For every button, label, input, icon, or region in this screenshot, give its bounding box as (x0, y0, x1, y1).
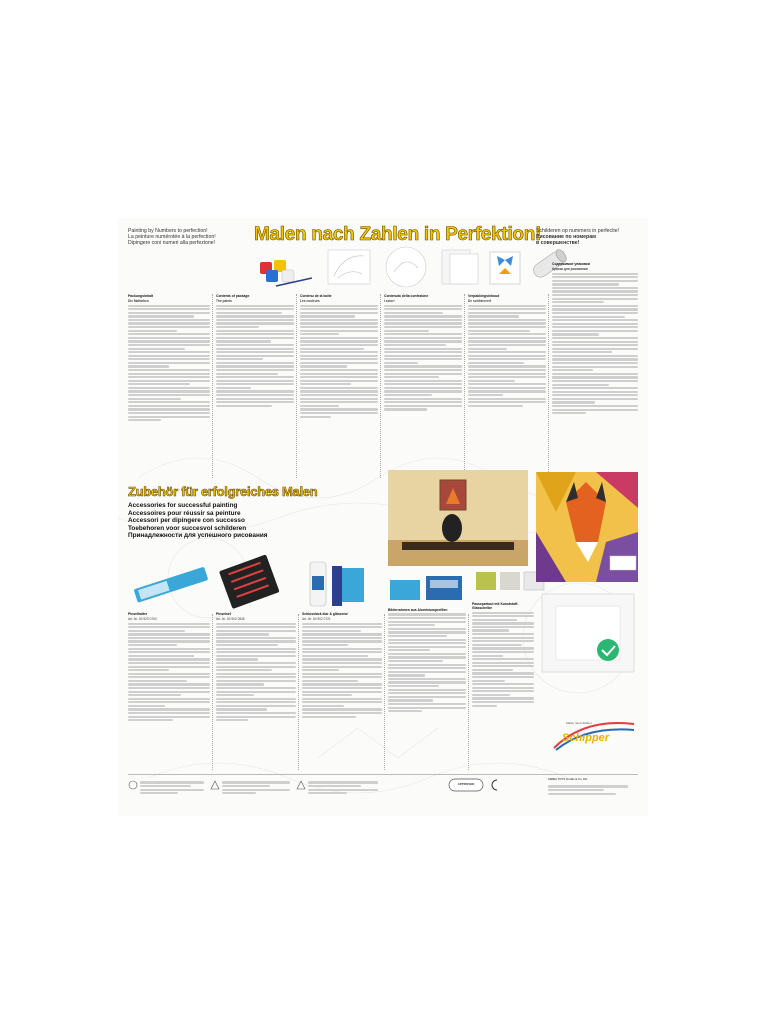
paint-pots-illustration (256, 248, 316, 288)
main-title: Malen nach Zahlen in Perfektion! (254, 224, 542, 245)
ce-mark-icon (490, 778, 504, 792)
header-right-line: Schilderen op nummers in perfectie! (536, 228, 620, 234)
round-sketch-illustration (382, 244, 430, 290)
recycle-icon (128, 780, 138, 790)
column-lead: Les couleurs (300, 299, 320, 304)
column-fr (300, 294, 378, 478)
column-de (128, 294, 210, 478)
section2-sub-line: Accessories for successful painting (128, 502, 238, 509)
product-code: Art.-Nr. 60 502 0536 (216, 617, 245, 622)
instruction-sheet (118, 218, 648, 816)
brush-set-photo (214, 550, 294, 610)
section2-sub-lines (128, 502, 328, 540)
varnish-photo (302, 556, 372, 610)
section2-sub-line: Принадлежности для успешного рисования (128, 532, 268, 540)
column-heading: Contenu de la boîte (300, 294, 332, 298)
column-ru (552, 262, 638, 478)
header-right-line: в совершенстве! (536, 240, 580, 246)
header-right-line: Рисование по номерам (536, 234, 596, 240)
brush-holder-photo (128, 564, 212, 606)
butterfly-box-illustration (488, 248, 522, 288)
approved-label: APPROVED (457, 782, 475, 786)
passepartout-photo (538, 590, 638, 676)
column-heading: Packungsinhalt (128, 294, 154, 298)
column-heading: Bilderrahmen aus Aluminiumprofilen (388, 608, 448, 612)
footer-icons (128, 780, 428, 806)
column-heading: Schlusslack klar & glänzend (302, 612, 348, 616)
bottom-col-frames (388, 608, 466, 768)
section2-title: Zubehör für erfolgreiches Malen (128, 484, 318, 499)
column-heading: Contents of package (216, 294, 250, 298)
bottom-col-passepartout (472, 602, 534, 768)
column-nl (468, 294, 546, 478)
bottom-col-varnish (302, 612, 382, 768)
sketch-canvas-illustration (324, 246, 374, 288)
header-left-line: Painting by Numbers to perfection! (128, 228, 208, 234)
product-code: Art.-Nr. 60 529 0763 (128, 617, 157, 622)
column-heading: Pinselhalter (128, 612, 148, 616)
canvas-stack-illustration (440, 248, 484, 288)
warning-icon (210, 780, 220, 790)
product-code: Art.-Nr. 60 502 0721 (302, 617, 331, 622)
column-heading: Verpakkingsinhoud (468, 294, 500, 298)
section2-sub-line: Accessoires pour réussir sa peinture (128, 509, 241, 517)
column-heading: Passepartout mit Kunststoff-Glasscheibe (472, 602, 519, 611)
column-lead: De schilderverf (468, 299, 492, 304)
section2-sub-line: Toebehoren voor succesvol schilderen (128, 524, 247, 532)
header-left-line: La peinture numérotée à la perfection! (128, 234, 216, 240)
frame-boxes-photo (386, 566, 470, 606)
company-name: SIMBA TOYS GmbH & Co. KG (548, 777, 588, 781)
column-heading: Pinselset (216, 612, 231, 616)
column-lead: The paints (216, 299, 232, 304)
column-lead: Краски для рисования (552, 267, 588, 272)
header-left-line: Dipingere coni numeri alla perfezione! (128, 240, 216, 246)
section2-sub-line: Accessori per dipingere con successo (128, 517, 245, 525)
fox-artwork (536, 472, 638, 582)
logo-brand: Schipper (562, 732, 610, 744)
column-heading: Содержимое упаковки (552, 262, 590, 266)
bottom-col-brush-holder (128, 612, 210, 768)
column-lead: Die Malfarben (128, 299, 149, 304)
header-left-lines (128, 228, 238, 246)
warning-icon (296, 780, 306, 790)
logo-tagline: Malen nach Zahlen (566, 721, 592, 725)
column-gb (216, 294, 294, 478)
office-photo (388, 470, 528, 566)
bottom-col-brush-set (216, 612, 296, 768)
column-lead: I colori (384, 299, 395, 304)
column-heading: Contenuto della confezione (384, 294, 429, 298)
column-it (384, 294, 462, 478)
